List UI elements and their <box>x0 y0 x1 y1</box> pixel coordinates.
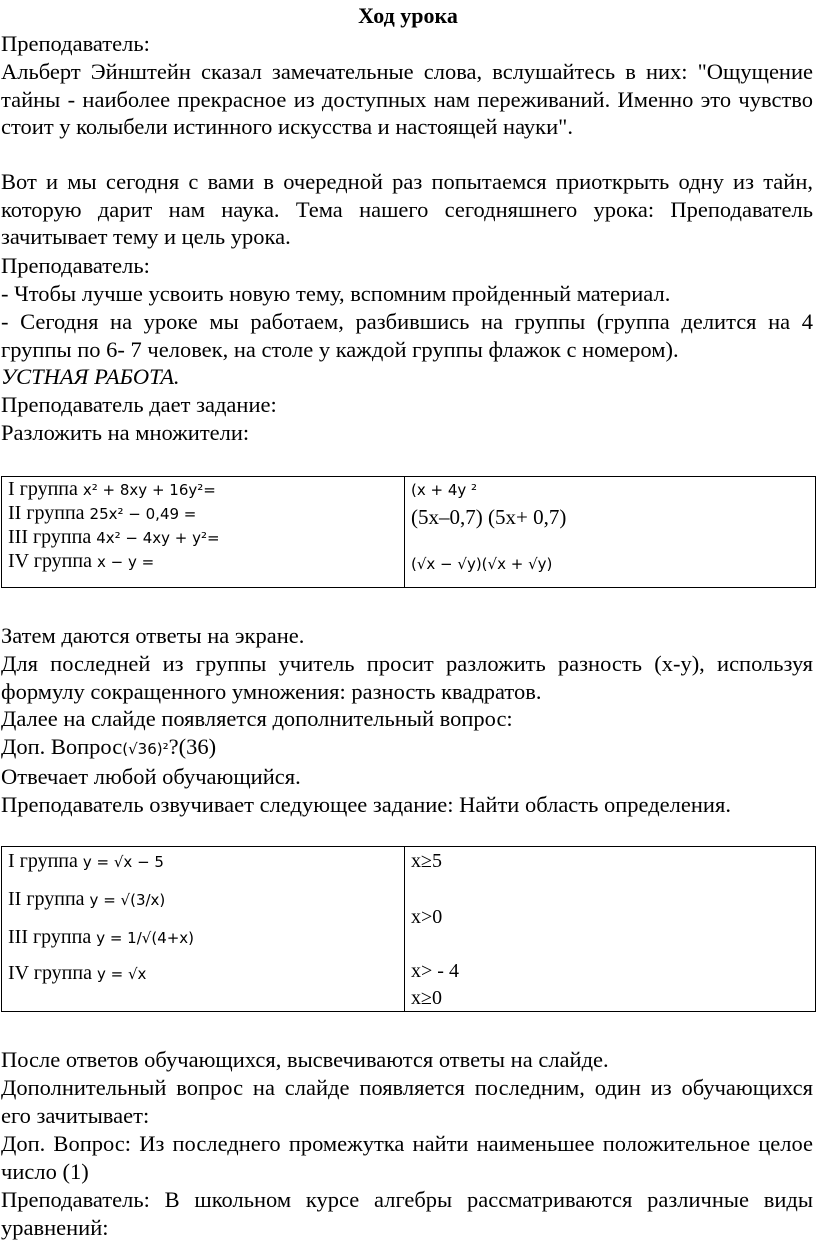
task-row <box>8 847 398 879</box>
group-label: II группа <box>8 502 85 524</box>
paragraph-answers-shown: Затем даются ответы на экране. <box>1 623 305 648</box>
answer-row <box>411 957 809 985</box>
answer-row <box>411 551 809 575</box>
answer-text: x>0 <box>411 906 443 928</box>
paragraph-topic: Вот и мы сегодня с вами в очередной раз попытаемся приоткрыть одну из тайн, которую дарит нам наука. Тема нашего сегодняшнего урока: Преподаватель зачитывает тему и цель урока. <box>1 169 813 249</box>
answer-row <box>411 903 809 957</box>
task-row <box>8 549 398 573</box>
paragraph-domain-task: Преподаватель озвучивает следующее задание: Найти область определения. <box>1 792 731 817</box>
paragraph-einstein: Альберт Эйнштейн сказал замечательные слова, вслушайтесь в них: "Ощущение тайны - наиболее прекрасное из доступных нам переживаний. Именно это чувство стоит у колыбели истинного искусства и настоящей науки". <box>1 59 813 139</box>
task-expression: y = 1/√(4+x) <box>96 929 195 947</box>
task-expression: y = √x − 5 <box>82 853 164 871</box>
answer-text: (√x − √y)(√x + √y) <box>411 555 553 573</box>
factorize-tasks-cell <box>2 477 405 588</box>
task-row <box>8 477 398 501</box>
paragraph-factorize: Разложить на множители: <box>1 420 250 445</box>
group-label: II группа <box>8 888 85 910</box>
answer-row <box>411 985 809 1011</box>
task-row <box>8 919 398 959</box>
paragraph-smallest-integer: Доп. Вопрос: Из последнего промежутка найти наименьшее положительное целое число (1) <box>1 1131 813 1184</box>
paragraph-difference: Для последней из группы учитель просит разложить разность (х-у), используя формулу сокращенного умножения: разность квадратов. <box>1 651 813 704</box>
group-label: IV группа <box>8 962 92 984</box>
answer-text: x≥5 <box>411 850 442 872</box>
paragraph-extra-question-expr <box>1 733 813 764</box>
task-expression: x² + 8xy + 16y²= <box>82 481 216 499</box>
task-row <box>8 959 398 989</box>
task-expression: x − y = <box>96 553 155 571</box>
paragraph-teacher-2: Преподаватель: <box>1 253 150 278</box>
task-row <box>8 501 398 525</box>
answer-text: x> - 4 <box>411 960 459 982</box>
answer-text: (5x–0,7) (5x+ 0,7) <box>411 505 567 529</box>
extra-question-label: Доп. Вопрос <box>1 734 123 759</box>
answer-text: x≥0 <box>411 987 442 1009</box>
lesson-title: Ход урока <box>358 3 458 28</box>
task-row <box>8 525 398 549</box>
section-oral-work: УСТНАЯ РАБОТА. <box>1 364 180 389</box>
task-expression: y = √(3/x) <box>89 891 166 909</box>
paragraph-last-question: Дополнительный вопрос на слайде появляется последним, один из обучающихся его зачитывает: <box>1 1075 813 1128</box>
answer-row <box>411 533 809 551</box>
factorize-table <box>1 476 816 588</box>
paragraph-groups: - Сегодня на уроке мы работаем, разбившись на группы (группа делится на 4 группы по 6- 7 человек, на столе у каждой группы флажок с номером). <box>1 309 813 362</box>
paragraph-after-answers: После ответов обучающихся, высвечиваются ответы на слайде. <box>1 1047 609 1072</box>
paragraph-teacher-1: Преподаватель: <box>1 31 150 56</box>
group-label: I группа <box>8 478 78 500</box>
factorize-answers-cell <box>405 477 816 588</box>
extra-question-expression: (√36)² <box>122 740 169 758</box>
answer-row <box>411 847 809 903</box>
paragraph-recall: - Чтобы лучше усвоить новую тему, вспомним пройденный материал. <box>1 281 671 306</box>
paragraph-extra-question: Далее на слайде появляется дополнительный вопрос: <box>1 706 513 731</box>
group-label: I группа <box>8 850 78 872</box>
paragraph-task: Преподаватель дает задание: <box>1 392 277 417</box>
paragraph-equations: Преподаватель: В школьном курсе алгебры рассматриваются различные виды уравнений: <box>1 1187 813 1240</box>
extra-question-answer: ?(36) <box>168 734 217 759</box>
domain-table <box>1 846 816 1012</box>
answer-row <box>411 501 809 533</box>
answer-row <box>411 477 809 501</box>
group-label: IV группа <box>8 550 92 572</box>
domain-tasks-cell <box>2 847 405 1012</box>
answer-text: (x + 4y ² <box>411 481 478 499</box>
group-label: III группа <box>8 926 92 948</box>
task-row <box>8 879 398 919</box>
paragraph-any-student: Отвечает любой обучающийся. <box>1 764 301 789</box>
task-expression: y = √x <box>96 965 147 983</box>
task-expression: 4x² − 4xy + y²= <box>96 529 220 547</box>
group-label: III группа <box>8 526 92 548</box>
task-expression: 25x² − 0,49 = <box>89 505 197 523</box>
domain-answers-cell <box>405 847 816 1012</box>
